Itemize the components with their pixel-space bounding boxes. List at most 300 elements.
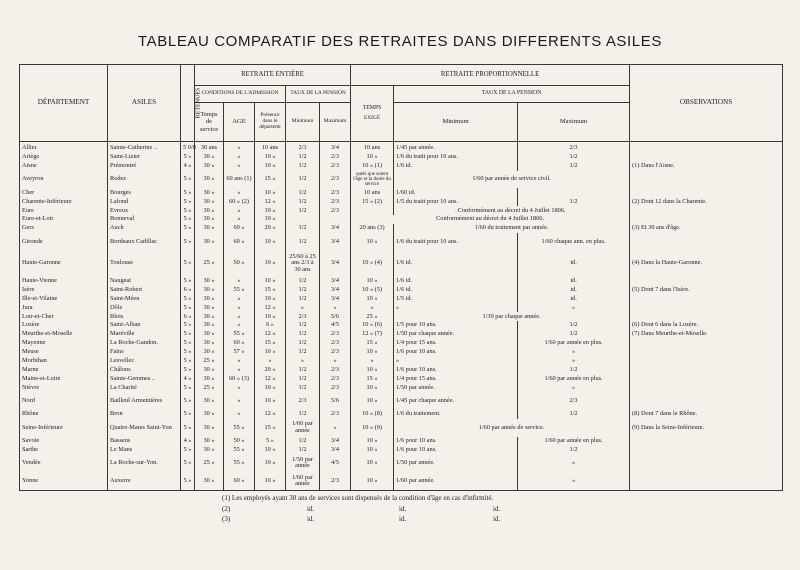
cell-presence: 10 » (255, 383, 286, 392)
cell-temps-service: 30 » (195, 188, 224, 197)
cell-temps-service: 30 » (195, 197, 224, 206)
cell-retenues: 5 » (181, 348, 195, 357)
cell-asile: La Roche-sur-Yon. (108, 455, 181, 473)
cell-presence: 10 » (255, 162, 286, 171)
header-exige: EXIGÉ (363, 114, 381, 121)
cell-minimum-prop: 1/4 pour 15 ans. (394, 339, 518, 348)
cell-temps-exige: 10 » (351, 153, 394, 162)
table-row (20, 446, 783, 455)
cell-retenues: 5 » (181, 357, 195, 366)
cell-retenues: 5 » (181, 197, 195, 206)
cell-departement: Nièvre (20, 383, 108, 392)
table-row (20, 366, 783, 375)
cell-observations (630, 233, 783, 251)
cell-observations: (2) Dont 12 dans la Charente. (630, 197, 783, 206)
cell-age: » (224, 162, 255, 171)
table-row (20, 277, 783, 286)
cell-departement: Maine-et-Loire (20, 375, 108, 384)
cell-maximum: 4/5 (320, 321, 351, 330)
cell-asile: Saint-Robert (108, 286, 181, 295)
cell-asile: Prémontré (108, 162, 181, 171)
cell-maximum: 5/6 (320, 312, 351, 321)
cell-presence: 12 » (255, 375, 286, 384)
cell-asile: La Charité (108, 383, 181, 392)
cell-departement: Haute-Vienne (20, 277, 108, 286)
cell-maximum: 2/3 (320, 366, 351, 375)
cell-maximum-prop: 1/2 (518, 446, 630, 455)
header-maximum-prop: Maximum (518, 103, 630, 142)
cell-age: » (224, 312, 255, 321)
table-row (20, 410, 783, 419)
cell-retenues: 5 » (181, 321, 195, 330)
cell-maximum: 3/4 (320, 437, 351, 446)
cell-minimum: 1/50 par année (286, 455, 320, 473)
cell-departement: Gers (20, 224, 108, 233)
cell-observations (630, 153, 783, 162)
cell-minimum: 1/2 (286, 197, 320, 206)
cell-departement: Haute-Garonne (20, 251, 108, 277)
cell-departement: Ariège (20, 153, 108, 162)
cell-retenues: 5 » (181, 224, 195, 233)
cell-maximum: 3/4 (320, 224, 351, 233)
cell-minimum-prop: 1/50 par année. (394, 383, 518, 392)
cell-observations: (6) Dont 6 dans la Lozère. (630, 321, 783, 330)
header-retenues: RETENUES (181, 65, 195, 142)
cell-minimum: 1/2 (286, 295, 320, 304)
cell-presence: 10 » (255, 392, 286, 410)
cell-observations (630, 303, 783, 312)
cell-departement: Nord (20, 392, 108, 410)
table-row (20, 392, 783, 410)
cell-maximum-prop: 1/2 (518, 197, 630, 206)
cell-asile: Naugeat (108, 277, 181, 286)
cell-temps-service: 30 » (195, 339, 224, 348)
cell-asile: Lesvellec (108, 357, 181, 366)
cell-departement: Meurthe-et-Moselle (20, 330, 108, 339)
cell-maximum-prop: 1/60 par année en plus. (518, 437, 630, 446)
header-presence: Présence dans le départemt (255, 103, 286, 142)
cell-observations (630, 375, 783, 384)
cell-minimum-prop: 1/6 pour 10 ans. (394, 366, 518, 375)
cell-maximum-prop: 1/2 (518, 366, 630, 375)
cell-temps-service: 30 » (195, 171, 224, 189)
cell-maximum-prop: 1/2 (518, 153, 630, 162)
table-row (20, 197, 783, 206)
cell-temps-service: 30 » (195, 286, 224, 295)
cell-maximum-prop: » (518, 348, 630, 357)
cell-maximum-prop: id. (518, 251, 630, 277)
cell-asile: Auxerre (108, 472, 181, 490)
cell-age: 55 » (224, 330, 255, 339)
table-row (20, 233, 783, 251)
cell-departement: Vendée (20, 455, 108, 473)
cell-age: 60 » (224, 233, 255, 251)
cell-asile: Bassens (108, 437, 181, 446)
cell-age: » (224, 303, 255, 312)
header-age: AGE (224, 103, 255, 142)
cell-minimum: 25/60 à 25 ans 2/3 à 30 ans (286, 251, 320, 277)
footnotes (222, 493, 742, 525)
cell-departement: Charente-Inférieure (20, 197, 108, 206)
cell-presence: 10 » (255, 455, 286, 473)
cell-departement: Ille-et-Vilaine (20, 295, 108, 304)
table-row (20, 303, 783, 312)
cell-presence: 10 » (255, 188, 286, 197)
cell-maximum-prop: 1/60 par année en plus. (518, 339, 630, 348)
cell-maximum: 3/4 (320, 251, 351, 277)
cell-temps-service: 30 » (195, 375, 224, 384)
cell-departement: Loir-et-Cher (20, 312, 108, 321)
cell-minimum: 1/2 (286, 277, 320, 286)
header-asiles: ASILES (108, 65, 181, 142)
cell-retenues: 4 » (181, 162, 195, 171)
cell-maximum-prop: 1/60 chaque ann. en plus. (518, 233, 630, 251)
cell-temps-service: 30 » (195, 295, 224, 304)
cell-minimum-prop: 1/6 id. (394, 251, 518, 277)
table-row (20, 215, 783, 224)
cell-maximum-prop: » (518, 303, 630, 312)
cell-temps-service: 30 » (195, 303, 224, 312)
cell-retenues: 4 » (181, 375, 195, 384)
page-title: TABLEAU COMPARATIF DES RETRAITES DANS DIFFERENTS ASILES (138, 33, 662, 50)
cell-presence: 15 » (255, 286, 286, 295)
cell-retenues: 6 » (181, 312, 195, 321)
cell-maximum (320, 215, 351, 224)
cell-age: » (224, 277, 255, 286)
cell-minimum-prop: 1/4 pour 15 ans. (394, 375, 518, 384)
cell-maximum-prop: id. (518, 286, 630, 295)
cell-temps-service: 30 » (195, 410, 224, 419)
cell-observations (630, 312, 783, 321)
cell-age: » (224, 357, 255, 366)
table-row (20, 153, 783, 162)
cell-presence: 10 » (255, 153, 286, 162)
cell-maximum: 3/4 (320, 277, 351, 286)
cell-minimum: 1/2 (286, 188, 320, 197)
cell-departement: Morbihan (20, 357, 108, 366)
cell-maximum: 2/3 (320, 153, 351, 162)
cell-presence: 12 » (255, 303, 286, 312)
cell-minimum-prop: 1/6 id. (394, 286, 518, 295)
cell-maximum: 2/3 (320, 410, 351, 419)
cell-temps-exige: 10 » (351, 383, 394, 392)
cell-retenues: 4 » (181, 437, 195, 446)
cell-presence: 20 » (255, 366, 286, 375)
cell-observations (630, 472, 783, 490)
cell-age: 55 » (224, 455, 255, 473)
cell-age: » (224, 366, 255, 375)
cell-minimum: 1/2 (286, 162, 320, 171)
cell-departement: Marne (20, 366, 108, 375)
cell-presence: 10 ans (255, 142, 286, 153)
cell-retenues: 5 » (181, 153, 195, 162)
cell-asile: Bailleul Armentières (108, 392, 181, 410)
cell-minimum-prop: 1/45 par année. (394, 142, 518, 153)
cell-presence: 10 » (255, 446, 286, 455)
cell-minimum-prop: 1/5 pour 10 ans. (394, 321, 518, 330)
cell-maximum-prop: 1/2 (518, 410, 630, 419)
cell-observations: (3) Et 30 ans d'âge. (630, 224, 783, 233)
cell-minimum-prop: 1/6 du traitt pour 10 ans. (394, 233, 518, 251)
cell-minimum-prop: 1/6 id. (394, 277, 518, 286)
cell-departement: Sarthe (20, 446, 108, 455)
cell-temps-exige: 10 » (9) (351, 419, 394, 437)
cell-maximum-prop: 2/3 (518, 142, 630, 153)
cell-asile: Bonneval (108, 215, 181, 224)
cell-maximum-prop: 1/2 (518, 162, 630, 171)
cell-retenues: 5 » (181, 419, 195, 437)
cell-maximum: 3/4 (320, 446, 351, 455)
cell-maximum-prop: » (518, 357, 630, 366)
header-taux-pension-prop: TAUX DE LA PENSION (394, 86, 630, 103)
table-row (20, 295, 783, 304)
cell-minimum: 1/2 (286, 286, 320, 295)
cell-age: » (224, 153, 255, 162)
cell-minimum-prop: 1/6 id. (394, 162, 518, 171)
cell-minimum-prop: 1/6 du traitement. (394, 410, 518, 419)
cell-asile: Bourges (108, 188, 181, 197)
cell-maximum: 2/3 (320, 206, 351, 215)
cell-observations (630, 348, 783, 357)
cell-temps-service: 30 » (195, 437, 224, 446)
cell-minimum: 2/3 (286, 392, 320, 410)
cell-minimum: 1/2 (286, 339, 320, 348)
cell-maximum: 3/4 (320, 142, 351, 153)
cell-asile: Fains (108, 348, 181, 357)
cell-departement: Eure (20, 206, 108, 215)
cell-maximum-prop (518, 188, 630, 197)
cell-presence: 15 » (255, 419, 286, 437)
cell-asile: Bordeaux Cadillac (108, 233, 181, 251)
table-row (20, 357, 783, 366)
cell-maximum: 2/3 (320, 171, 351, 189)
table-row (20, 321, 783, 330)
cell-maximum: 2/3 (320, 162, 351, 171)
cell-age: 57 » (224, 348, 255, 357)
cell-temps-service: 30 » (195, 446, 224, 455)
cell-departement: Eure-et-Loir (20, 215, 108, 224)
header-temps-exige (351, 86, 394, 142)
cell-observations: (5) Dont 7 dans l'Isère. (630, 286, 783, 295)
cell-minimum: 2/3 (286, 142, 320, 153)
cell-presence: 10 » (255, 312, 286, 321)
cell-minimum: 2/3 (286, 312, 320, 321)
cell-maximum-prop: 2/3 (518, 392, 630, 410)
cell-minimum: 1/2 (286, 321, 320, 330)
cell-observations: (1) Dans l'Aisne. (630, 162, 783, 171)
cell-observations (630, 206, 783, 215)
cell-departement: Mayenne (20, 339, 108, 348)
table-row (20, 419, 783, 437)
cell-age: 50 » (224, 251, 255, 277)
cell-retenues: 5 » (181, 233, 195, 251)
table-row (20, 330, 783, 339)
cell-departement: Isère (20, 286, 108, 295)
cell-asile: Sainte-Gemmes .. (108, 375, 181, 384)
cell-temps-service: 25 » (195, 357, 224, 366)
cell-temps-exige: 10 » (351, 366, 394, 375)
cell-minimum: 1/2 (286, 446, 320, 455)
cell-minimum: 1/60 par année (286, 472, 320, 490)
cell-age: » (224, 383, 255, 392)
cell-asile: Châlons (108, 366, 181, 375)
cell-asile: Toulouse (108, 251, 181, 277)
cell-presence: 5 » (255, 437, 286, 446)
cell-temps-service: 30 » (195, 330, 224, 339)
cell-retenues: 5 0/0 (181, 142, 195, 153)
cell-temps-service: 30 » (195, 321, 224, 330)
cell-minimum (286, 215, 320, 224)
table-row (20, 188, 783, 197)
cell-minimum: 1/2 (286, 410, 320, 419)
cell-retenues: 5 » (181, 171, 195, 189)
header-taux-pension: TAUX DE LA PENSION (286, 86, 351, 103)
table-row (20, 472, 783, 490)
cell-minimum-prop: » (394, 303, 518, 312)
cell-temps-exige: 10 » (1) (351, 162, 394, 171)
cell-presence: 12 » (255, 197, 286, 206)
cell-minimum: 1/2 (286, 224, 320, 233)
header-minimum-prop: Minimum (394, 103, 518, 142)
cell-retenues: 5 » (181, 295, 195, 304)
cell-age: 55 » (224, 419, 255, 437)
cell-maximum-prop: » (518, 383, 630, 392)
cell-observations (630, 277, 783, 286)
cell-departement: Yonne (20, 472, 108, 490)
cell-maximum: 4/5 (320, 455, 351, 473)
cell-asile: Auch (108, 224, 181, 233)
cell-presence: 10 » (255, 206, 286, 215)
cell-departement: Jura (20, 303, 108, 312)
cell-temps-exige: 10 » (5) (351, 286, 394, 295)
footnote-3: (3) id. id. id. (222, 515, 501, 523)
cell-age: » (224, 206, 255, 215)
table-row (20, 312, 783, 321)
cell-maximum: » (320, 303, 351, 312)
cell-minimum-prop: 1/50 par année. (394, 455, 518, 473)
cell-presence: 10 » (255, 277, 286, 286)
cell-maximum: 3/4 (320, 286, 351, 295)
cell-retenues: 5 » (181, 339, 195, 348)
footnote-2: (2) id. id. id. (222, 504, 501, 513)
footnote-1: (1) Les employés ayant 30 ans de services sont dispensés de la condition d'âge en cas d'infirmité. (222, 494, 494, 502)
cell-temps-exige: 10 » (351, 392, 394, 410)
cell-temps-exige: 10 » (351, 295, 394, 304)
cell-observations (630, 455, 783, 473)
cell-proportional-pension: 1/30 par chaque année. (394, 312, 630, 321)
cell-proportional-pension: 1/60 par année de service civil. (394, 171, 630, 189)
cell-presence: 15 » (255, 171, 286, 189)
cell-presence: » (255, 357, 286, 366)
cell-asile: Quatre-Mares Saint-Yon (108, 419, 181, 437)
cell-observations (630, 357, 783, 366)
cell-observations (630, 383, 783, 392)
cell-observations (630, 446, 783, 455)
cell-departement: Rhône (20, 410, 108, 419)
cell-temps-service: 30 » (195, 366, 224, 375)
table-row (20, 162, 783, 171)
cell-age: 60 » (2) (224, 197, 255, 206)
cell-temps-service: 25 » (195, 251, 224, 277)
cell-asile: Saint-Alban (108, 321, 181, 330)
cell-minimum-prop: 1/6 pour 10 ans. (394, 437, 518, 446)
header-retraite-entiere: RETRAITE ENTIÈRE (195, 65, 351, 86)
cell-minimum: 1/2 (286, 153, 320, 162)
cell-minimum: 1/2 (286, 233, 320, 251)
cell-observations: (7) Dans Meurthe-et-Moselle. (630, 330, 783, 339)
cell-minimum: 1/2 (286, 171, 320, 189)
cell-maximum: 3/4 (320, 295, 351, 304)
cell-presence: 12 » (255, 330, 286, 339)
cell-temps-exige: 10 » (351, 472, 394, 490)
cell-observations (630, 339, 783, 348)
cell-maximum: 2/3 (320, 383, 351, 392)
cell-temps-service: 25 » (195, 455, 224, 473)
cell-asile: Lafond (108, 197, 181, 206)
cell-observations (630, 171, 783, 189)
cell-retenues: 5 » (181, 455, 195, 473)
cell-age: 55 » (224, 446, 255, 455)
cell-departement: Aveyron (20, 171, 108, 189)
header-conditions: CONDITIONS DE L'ADMISSION (195, 86, 286, 103)
cell-retenues: 5 » (181, 383, 195, 392)
cell-temps-service: 30 » (195, 162, 224, 171)
cell-minimum: » (286, 303, 320, 312)
cell-observations (630, 437, 783, 446)
cell-retenues: 5 » (181, 410, 195, 419)
cell-departement: Meuse (20, 348, 108, 357)
cell-asile: Sainte-Catherine .. (108, 142, 181, 153)
cell-presence: 10 » (255, 251, 286, 277)
cell-minimum: » (286, 357, 320, 366)
cell-minimum: 1/2 (286, 383, 320, 392)
cell-presence: 10 » (255, 472, 286, 490)
table-row (20, 142, 783, 153)
cell-departement: Aisne (20, 162, 108, 171)
table-row (20, 286, 783, 295)
cell-departement: Lozère (20, 321, 108, 330)
table-row (20, 206, 783, 215)
cell-temps-exige: 12 » (7) (351, 330, 394, 339)
cell-presence: 10 » (255, 348, 286, 357)
cell-minimum-prop: 1/50 par chaque année. (394, 330, 518, 339)
cell-presence: 20 » (255, 224, 286, 233)
table-row (20, 339, 783, 348)
cell-maximum-prop: id. (518, 277, 630, 286)
cell-minimum: 1/2 (286, 206, 320, 215)
cell-presence: 10 » (255, 295, 286, 304)
cell-temps-service: 30 » (195, 215, 224, 224)
cell-retenues: 5 » (181, 206, 195, 215)
cell-age: » (224, 410, 255, 419)
cell-minimum-prop: 1/5 id. (394, 295, 518, 304)
cell-temps-exige: 10 » (8) (351, 410, 394, 419)
cell-asile: Dôle (108, 303, 181, 312)
cell-maximum-prop: 1/60 par année en plus. (518, 375, 630, 384)
cell-minimum: 1/2 (286, 437, 320, 446)
cell-temps-service: 30 » (195, 153, 224, 162)
cell-retenues: 6 » (181, 286, 195, 295)
cell-minimum-prop: 1/60 par année. (394, 472, 518, 490)
cell-age: 50 » (224, 437, 255, 446)
cell-temps-exige: 10 » (4) (351, 251, 394, 277)
cell-maximum: 2/3 (320, 348, 351, 357)
cell-departement: Gironde (20, 233, 108, 251)
cell-age: 60 » (224, 472, 255, 490)
header-maximum: Maximum (320, 103, 351, 142)
header-temps-service: Temps de service (195, 103, 224, 142)
cell-maximum: 2/3 (320, 330, 351, 339)
